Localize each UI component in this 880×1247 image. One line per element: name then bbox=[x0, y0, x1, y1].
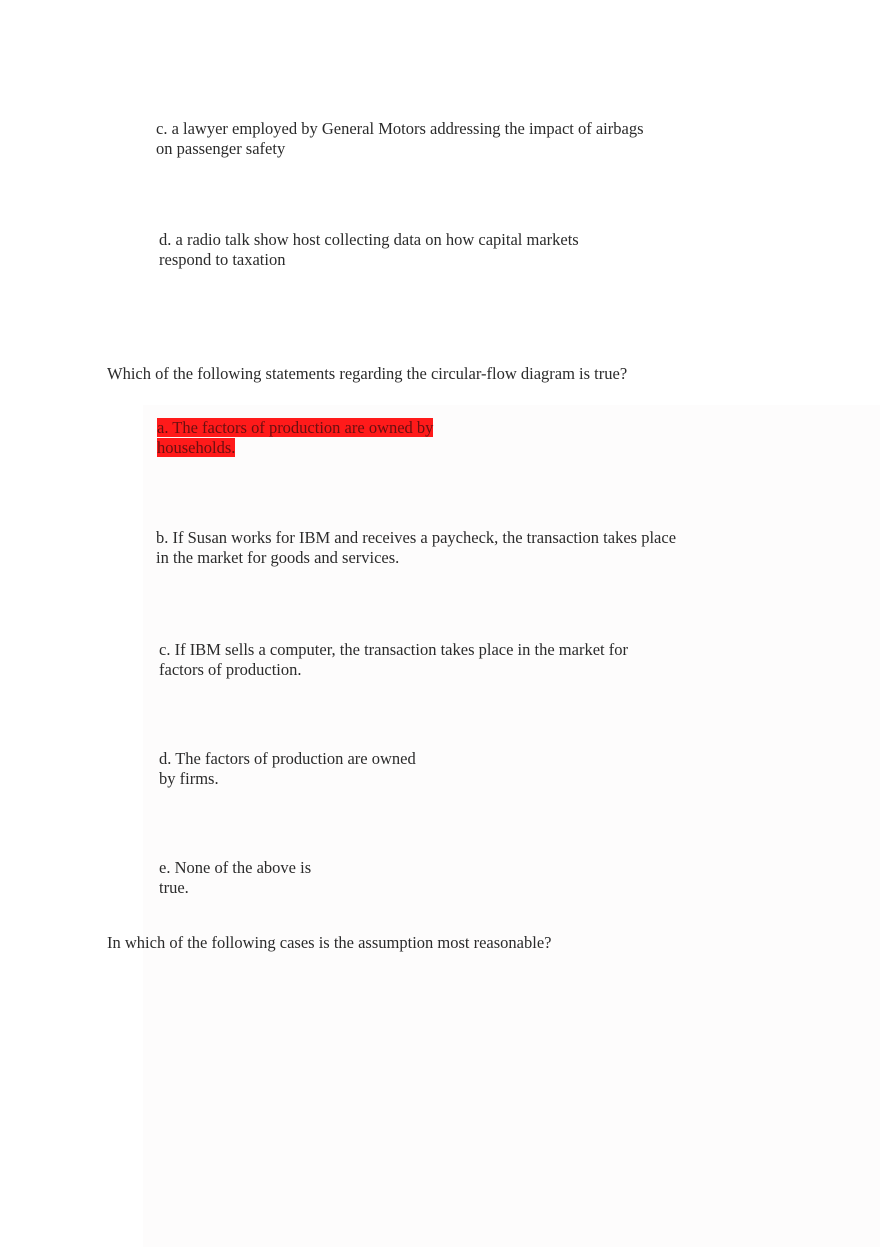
option-a-line-1: a. The factors of production are owned by bbox=[157, 418, 434, 437]
option-e[interactable] bbox=[159, 858, 311, 898]
option-c-line-1: c. If IBM sells a computer, the transaction takes place in the market for bbox=[159, 640, 628, 659]
option-c-line-2: factors of production. bbox=[159, 660, 302, 679]
option-d-line-1: d. The factors of production are owned bbox=[159, 749, 416, 768]
option-c[interactable] bbox=[159, 640, 628, 680]
option-e-line-2: true. bbox=[159, 878, 189, 897]
option-a-highlighted[interactable] bbox=[157, 418, 433, 458]
prev-option-d-line-1: d. a radio talk show host collecting data on how capital markets bbox=[159, 230, 579, 249]
next-question-text: In which of the following cases is the assumption most reasonable? bbox=[107, 933, 552, 952]
prev-option-c-line-1: c. a lawyer employed by General Motors addressing the impact of airbags bbox=[156, 119, 644, 138]
prev-option-d bbox=[159, 230, 579, 270]
option-d-line-2: by firms. bbox=[159, 769, 219, 788]
next-question-stem bbox=[107, 933, 552, 953]
prev-option-c bbox=[156, 119, 644, 159]
option-b-line-2: in the market for goods and services. bbox=[156, 548, 400, 567]
prev-option-d-line-2: respond to taxation bbox=[159, 250, 286, 269]
question-stem bbox=[107, 364, 627, 384]
option-e-line-1: e. None of the above is bbox=[159, 858, 312, 877]
prev-option-c-line-2: on passenger safety bbox=[156, 139, 286, 158]
option-d[interactable] bbox=[159, 749, 416, 789]
option-b[interactable] bbox=[156, 528, 676, 568]
option-a-line-2: households. bbox=[157, 438, 236, 457]
question-text: Which of the following statements regarding the circular-flow diagram is true? bbox=[107, 364, 628, 383]
option-b-line-1: b. If Susan works for IBM and receives a paycheck, the transaction takes place bbox=[156, 528, 677, 547]
